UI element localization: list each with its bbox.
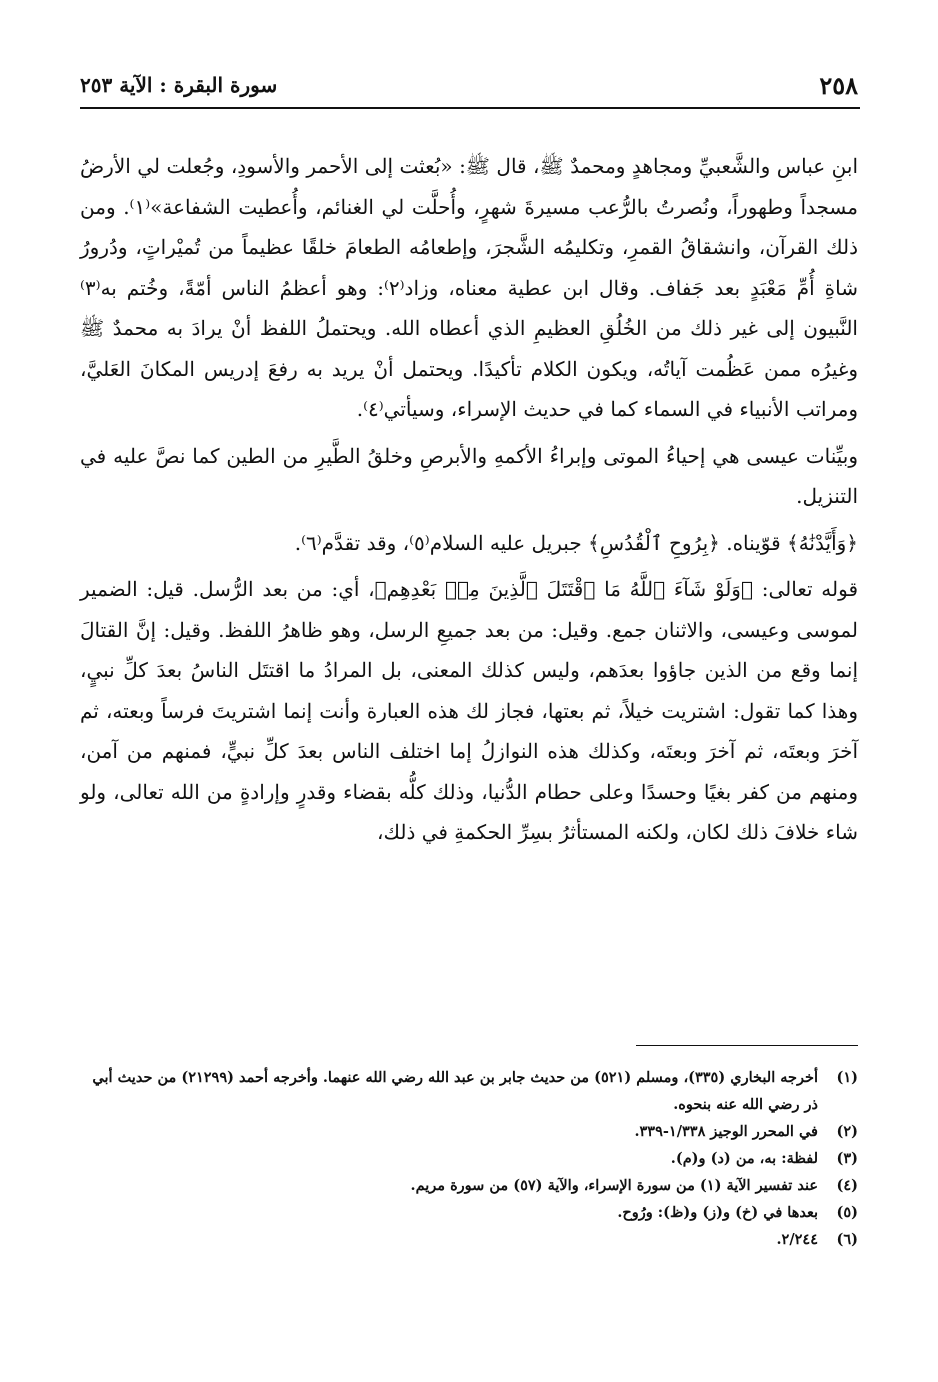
- header-rule: [80, 107, 860, 109]
- footnote: [80, 1118, 858, 1145]
- footnote: [80, 1226, 858, 1253]
- footnote-number: (٤): [836, 1177, 858, 1194]
- footnote-text: ٢/٢٤٤.: [776, 1231, 818, 1248]
- footnote-number: (٢): [836, 1123, 858, 1140]
- footnote: [80, 1172, 858, 1199]
- footnote: [80, 1145, 858, 1172]
- footnote-text: أخرجه البخاري (٣٣٥)، ومسلم (٥٢١) من حديث جابر بن عبد الله رضي الله عنهما. وأخرجه أحمد (٢١٢٩٩) من حديث أبي ذر رضي الله عنه بنحوه.: [92, 1069, 818, 1113]
- footnote-separator: [636, 1045, 858, 1046]
- paragraph: وبيِّنات عيسى هي إحياءُ الموتى وإبراءُ الأكمهِ والأبرصِ وخلقُ الطَّيرِ من الطين كما نصَّ عليه في التنزيل.: [80, 443, 858, 508]
- footnote-text: لفظة: به، من (د) و(م).: [670, 1150, 818, 1167]
- footnotes: [80, 1064, 858, 1253]
- footnote-number: (٦): [836, 1231, 858, 1248]
- footnote-text: بعدها في (خ) و(ز) و(ظ): ورُوح.: [617, 1204, 818, 1221]
- main-text: [80, 146, 858, 853]
- running-title: سورة البقرة : الآية ٢٥٣: [80, 73, 278, 97]
- footnote: [80, 1199, 858, 1226]
- page-number: ٢٥٨: [819, 70, 858, 100]
- paragraph: ﴿وَأَيَّدْنَٰهُ﴾ قوّيناه. ﴿بِرُوحِ ٱلْقُدُسِ﴾ جبريل عليه السلام⁽٥⁾، وقد تقدَّم⁽٦⁾.: [294, 530, 858, 555]
- footnote-text: عند تفسير الآية (١) من سورة الإسراء، والآية (٥٧) من سورة مريم.: [410, 1177, 818, 1194]
- page-header: [80, 66, 858, 104]
- footnote-text: في المحرر الوجيز ١/٣٣٨-٣٣٩.: [634, 1123, 818, 1140]
- footnote: [80, 1064, 858, 1118]
- paragraph: ابنِ عباس والشَّعبيِّ ومجاهدٍ ومحمدٌ ﷺ، قال ﷺ: «بُعثت إلى الأحمر والأسودِ، وجُعلت لي الأرضُ مسجداً وطهوراً، ونُصرتُ بالرُّعب مسيرةَ شهرٍ، وأُحلَّت لي الغنائم، وأُعطيت الشفاعة»⁽١⁾. ومن ذلك القرآن، وانشقاقُ القمرِ، وتكليمُه الشَّجرَ، وإطعامُه الطعامَ خلقًا عظيماً من تُميْراتٍ، ودُرورُ شاةِ أُمِّ مَعْبَدٍ بعد جَفاف. وقال ابن عطية معناه، وزاد⁽٢⁾: وهو أعظمُ الناس أمّةً، وخُتم به⁽٣⁾ النَّبيون إلى غير ذلك من الخُلُقِ العظيمِ الذي أعطاه الله. ويحتملُ اللفظ أنْ يرادَ به محمدٌ ﷺ وغيرُه ممن عَظُمت آياتُه، ويكون الكلام تأكيدًا. ويحتمل أنْ يريد به رفعَ إدريس المكانَ العَليَّ، ومراتب الأنبياء في السماء كما في حديث الإسراء، وسيأتي⁽٤⁾.: [80, 154, 858, 421]
- footnote-number: (١): [836, 1069, 858, 1086]
- footnote-number: (٥): [836, 1204, 858, 1221]
- paragraph: قوله تعالى: ﴿وَلَوْ شَآءَ ٱللَّهُ مَا ٱقْتَتَلَ ٱلَّذِينَ مِنۢ بَعْدِهِم﴾، أي: من بعد الرُّسل. قيل: الضمير لموسى وعيسى، والاثنان جمع. وقيل: من بعد جميعِ الرسل، وهو ظاهرُ اللفظ. وقيل: إنَّ القتالَ إنما وقع من الذين جاؤوا بعدَهم، وليس كذلك المعنى، بل المرادُ ما اقتتَل الناسُ بعدَ كلِّ نبيٍ، وهذا كما تقول: اشتريت خيلاً، ثم بعتها، فجاز لك هذه العبارة وأنت إنما اشتريتَ فرساً وبعته، ثم آخرَ وبعتَه، ثم آخرَ وبعتَه، وكذلك هذه النوازلُ إما اختلف الناس بعدَ كلِّ نبيٍّ، فمنهم من آمن، ومنهم من كفر بغيًا وحسدًا وعلى حطام الدُّنيا، وذلك كلُّه بقضاء وقدرٍ وإرادةٍ من الله تعالى، ولو شاء خلافَ ذلك لكان، ولكنه المستأثرُ بسِرِّ الحكمةِ في ذلك،: [80, 577, 858, 844]
- footnote-number: (٣): [836, 1150, 858, 1167]
